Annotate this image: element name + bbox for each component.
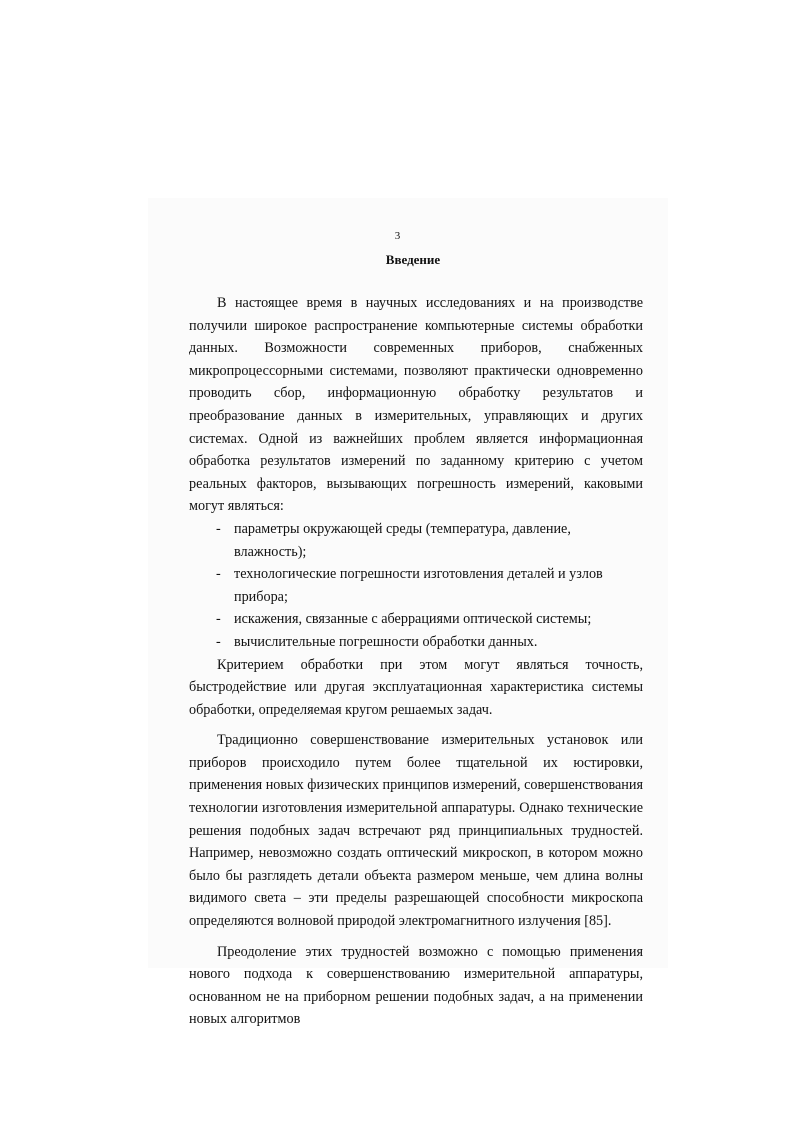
list-dash: -	[216, 611, 221, 628]
list-item-text: искажения, связанные с аберрациями оптической системы;	[234, 611, 592, 628]
list-dash: -	[216, 566, 221, 583]
list-item	[189, 608, 643, 631]
tradition-paragraph: Традиционно совершенствование измерительных установок или приборов происходило путем более тщательной их юстировки, применения новых физических принципов измерений, совершенствования технологии изготовления измерительной аппаратуры. Однако технические решения подобных задач встречают ряд принципиальных трудностей. Например, невозможно создать оптический микроскоп, в котором можно было бы разглядеть детали объекта размером меньше, чем длина волны видимого света – эти пределы разрешающей способности микроскопа определяются волновой природой электромагнитного излучения [85].	[189, 732, 643, 930]
page-number: 3	[394, 230, 401, 242]
list-item	[189, 631, 643, 654]
list-dash: -	[216, 633, 221, 650]
list-item	[189, 518, 643, 563]
intro-paragraph: В настоящее время в научных исследованиях и на производстве получили широкое распространение компьютерные системы обработки данных. Возможности современных приборов, снабженных микропроцессорными системами, позволяют практически одновременно проводить сбор, информационную обработку результатов и преобразование данных в измерительных, управляющих и других системах. Одной из важнейших проблем является информационная обработка результатов измерений по заданному критерию с учетом реальных факторов, вызывающих погрешность измерений, каковыми могут являться:	[189, 295, 643, 515]
list-item	[189, 563, 643, 608]
factor-list	[189, 518, 643, 654]
criterion-paragraph: Критерием обработки при этом могут являться точность, быстродействие или другая эксплуатационная характеристика системы обработки, определяемая кругом решаемых задач.	[189, 656, 643, 718]
list-item-text: параметры окружающей среды (температура, давление, влажность);	[234, 520, 571, 560]
page-title: Введение	[385, 252, 441, 267]
list-item-text: технологические погрешности изготовления деталей и узлов прибора;	[234, 566, 603, 605]
list-dash: -	[216, 520, 221, 537]
list-item-text: вычислительные погрешности обработки данных.	[234, 633, 538, 650]
overcoming-paragraph: Преодоление этих трудностей возможно с помощью применения нового подхода к совершенствованию измерительной аппаратуры, основанном не на приборном решении подобных задач, а на применении новых алгоритмов	[189, 943, 643, 1028]
document-body	[189, 292, 643, 1031]
